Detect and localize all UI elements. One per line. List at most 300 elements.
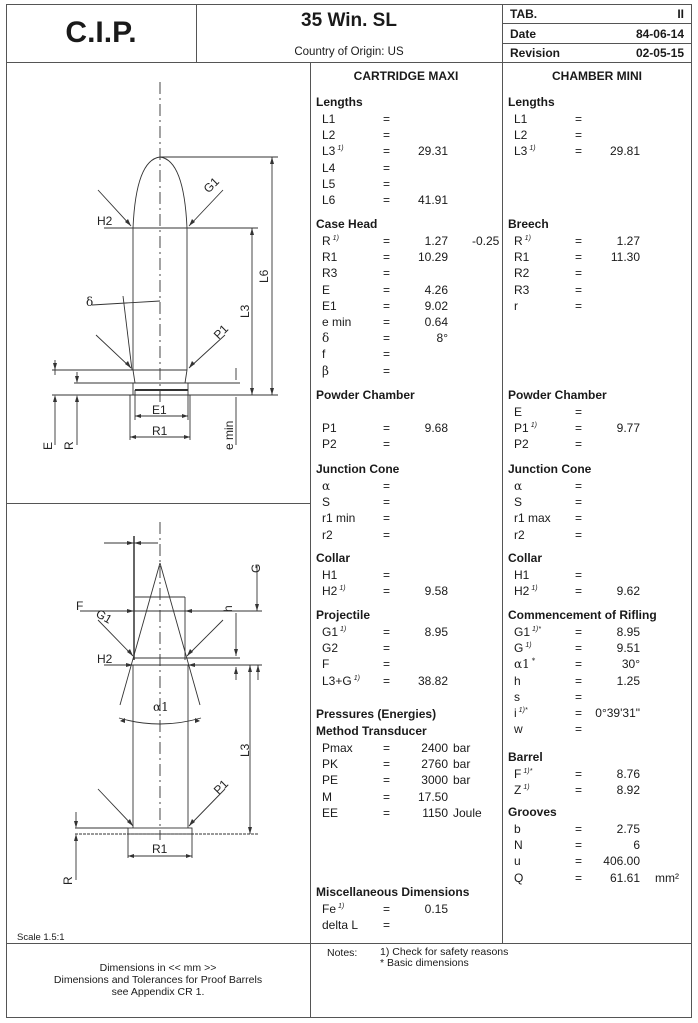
spec-row [514,405,694,421]
spec-row [514,112,694,128]
spec-row [514,421,694,437]
footnote-marker: 1) [337,145,344,153]
spec-value: 1.27 [424,234,448,248]
spec-row [514,299,694,315]
spec-value: 1.27 [616,234,640,248]
equals-sign: = [575,854,583,869]
spec-label [514,706,528,720]
spec-label [322,234,339,248]
spec-label [322,918,358,932]
spec-value: 6 [633,838,640,853]
spec-value: 29.31 [417,144,448,159]
meta-revision-value: 02-05-15 [635,46,684,60]
spec-label-text: R1 [322,250,338,265]
spec-label [514,625,541,639]
spec-label [322,177,335,191]
label-alpha1: α1 [153,700,169,714]
equals-sign: = [383,193,391,207]
footnote-marker: 1) [529,145,536,153]
spec-row [322,266,502,282]
footnote-marker: 1) [523,784,530,792]
spec-row [322,741,502,757]
spec-label [514,405,522,419]
spec-label-text: L2 [322,128,336,143]
spec-value: 29.81 [609,144,640,159]
spec-row [322,479,502,495]
dimensions-note [6,962,310,998]
spec-label [514,266,529,280]
spec-label [514,112,527,126]
footnote-marker: 1) [525,642,532,650]
spec-label [322,479,330,493]
spec-value: 4.26 [424,282,448,297]
cip-logo: C.I.P. [65,16,137,49]
label-r: R [61,876,75,885]
equals-sign: = [383,568,391,582]
section-title: Junction Cone [316,462,400,476]
spec-label [514,234,531,248]
spec-label [514,871,523,885]
equals-sign: = [575,479,583,493]
spec-value: 1150 [422,805,448,820]
equals-sign: = [383,331,391,346]
spec-value: 0.15 [424,902,448,916]
equals-sign: = [383,266,391,281]
equals-sign: = [575,234,583,248]
spec-value: 38.82 [417,673,448,688]
spec-label-text: Q [514,870,524,885]
equals-sign: = [383,347,391,362]
label-g1: G1 [200,174,222,196]
spec-row [322,625,502,641]
spec-label-text: R [322,234,331,248]
spec-row [322,234,502,250]
spec-label [514,299,518,313]
spec-row [514,706,694,722]
spec-row [322,674,502,690]
spec-label [322,364,329,378]
spec-row [514,871,694,887]
spec-label-text: G [514,641,524,656]
dimensions-line-3: see Appendix CR 1. [111,986,205,998]
spec-label-text: H1 [322,568,338,582]
label-r: R [62,441,76,450]
equals-sign: = [383,511,391,526]
spec-label [322,790,332,804]
section-title: Lengths [508,95,555,109]
spec-value: 10.29 [417,250,448,265]
spec-label [514,283,529,297]
spec-label [514,528,525,542]
spec-row [514,838,694,854]
spec-value: 8.95 [616,625,640,639]
spec-label-text: f [322,347,326,362]
spec-label-text: H1 [514,568,530,582]
equals-sign: = [575,706,583,720]
spec-label [322,902,344,916]
equals-sign: = [575,250,583,265]
spec-label [322,299,337,313]
spec-row [322,112,502,128]
spec-label [322,495,330,509]
label-r1: R1 [152,842,168,856]
section-title: Pressures (Energies) [316,707,437,721]
footnote-marker: 1) [340,626,347,633]
spec-label-text: delta L [322,918,359,933]
equals-sign: = [575,112,583,126]
section-title: Powder Chamber [508,388,607,402]
equals-sign: = [575,298,583,313]
spec-label-text: b [514,822,521,836]
label-f: F [76,599,84,613]
spec-row [514,767,694,783]
spec-row [514,690,694,706]
equals-sign: = [383,657,391,672]
meta-tab-value: II [677,7,684,21]
spec-label [322,161,335,175]
section-title: Lengths [316,95,363,109]
spec-value: 8.95 [424,625,448,639]
spec-label [514,674,521,688]
spec-row [514,479,694,495]
equals-sign: = [383,641,391,656]
spec-unit: Joule [453,805,482,820]
spec-row [322,657,502,673]
equals-sign: = [575,405,583,419]
equals-sign: = [383,479,391,493]
label-delta: δ [86,295,94,309]
spec-label-text: Pmax [322,741,353,755]
spec-row [514,584,694,600]
spec-label-text: EE [322,805,339,820]
document-title: 35 Win. SL [301,10,397,31]
spec-row [322,773,502,789]
spec-label [322,144,344,158]
label-e-min: e min [222,420,236,450]
spec-label [514,822,521,836]
label-g1: G1 [93,606,115,627]
spec-label-text: P2 [514,437,529,452]
spec-value: 8.76 [616,767,640,781]
equals-sign: = [575,657,583,672]
spec-label-text: P1 [514,421,529,436]
spec-row [322,641,502,657]
equals-sign: = [575,568,583,582]
dimensions-line-2: Dimensions and Tolerances for Proof Barrels [53,974,263,986]
scale-note: Scale 1.5:1 [17,932,65,943]
spec-row [322,364,502,380]
spec-label-text: β [322,363,329,378]
spec-row [322,902,502,918]
spec-label-text: r [514,298,518,313]
spec-label-text: F [322,657,330,672]
footnote-marker: 1) [353,674,360,682]
spec-label [322,641,338,655]
spec-label [514,437,529,451]
spec-label-text: G1 [514,625,531,639]
equals-sign: = [383,421,391,436]
spec-label [322,674,360,688]
spec-label [514,128,527,142]
spec-label [514,657,535,671]
spec-value: 61.61 [609,870,640,885]
spec-label-text: L4 [322,160,336,175]
footnote-marker: 1) [531,585,538,593]
country-of-origin: Country of Origin: US [294,46,404,58]
equals-sign: = [383,902,391,916]
equals-sign: = [383,527,391,542]
spec-label [322,757,338,771]
spec-label-text: L3 [514,144,528,159]
spec-row [322,161,502,177]
spec-row [322,495,502,511]
spec-label [322,347,325,361]
label-l6: L6 [257,269,271,283]
cartridge-column-header: CARTRIDGE MAXI [353,69,459,83]
footnote-marker: 1) [524,235,531,242]
spec-row [514,722,694,738]
spec-row [514,495,694,511]
chamber-drawing [6,504,310,943]
equals-sign: = [383,298,391,313]
equals-sign: = [383,160,391,175]
spec-label-text: α [322,479,331,493]
spec-row [322,511,502,527]
spec-row [514,674,694,690]
label-h: h [221,605,235,612]
spec-label-text: Z [514,783,522,798]
spec-row [514,437,694,453]
spec-row [322,528,502,544]
spec-label [514,479,522,493]
label-g: G [249,563,263,573]
spec-label [514,783,530,797]
spec-label-text: E1 [322,298,337,313]
spec-label-text: G2 [322,641,339,656]
spec-row [514,625,694,641]
spec-row [514,854,694,870]
spec-label-text: r2 [322,527,333,542]
spec-value: 41.91 [417,193,448,207]
spec-label-text: w [514,722,523,737]
chamber-column-divider [502,4,503,943]
spec-label-text: S [514,495,523,510]
spec-value: 8° [436,331,448,346]
equals-sign: = [383,757,391,772]
section-title: Breech [508,217,549,231]
equals-sign: = [575,437,583,452]
spec-label-text: L6 [322,193,336,207]
spec-row [514,511,694,527]
equals-sign: = [575,527,583,542]
note-1: 1) Check for safety reasons [380,946,509,958]
spec-label-text: R1 [514,250,530,265]
spec-row [322,437,502,453]
meta-revision-label: Revision [510,46,561,60]
spec-value: 2760 [421,757,448,772]
spec-label [322,421,337,435]
spec-label-text: L3 [322,144,336,159]
spec-row [322,568,502,584]
spec-label [322,315,351,329]
spec-label [514,854,521,868]
dimensions-line-1: Dimensions in << mm >> [99,962,217,974]
equals-sign: = [575,783,583,798]
spec-label [322,112,335,126]
spec-label-text: H2 [514,584,530,599]
spec-label [322,283,330,297]
spec-label [322,266,337,280]
spec-label-text: P1 [322,421,337,436]
meta-date [502,24,692,43]
equals-sign: = [383,673,391,688]
equals-sign: = [383,234,391,248]
spec-label [322,625,346,639]
section-title: Collar [508,551,543,565]
spec-label [514,767,532,781]
spec-label [514,250,529,264]
spec-tolerance: -0.25 [472,234,500,248]
spec-label-text: Fe [322,902,337,916]
label-h2: H2 [97,652,113,666]
spec-unit: bar [453,741,471,755]
spec-label-text: δ [322,331,330,346]
equals-sign: = [575,128,583,143]
spec-label-text: L3+G [322,673,352,688]
equals-sign: = [383,176,391,191]
spec-value: 9.51 [616,641,640,656]
spec-row [514,128,694,144]
spec-label-text: PK [322,757,339,772]
spec-label-text: N [514,838,523,853]
equals-sign: = [383,112,391,126]
spec-label [322,657,329,671]
spec-label-text: R3 [322,266,338,281]
equals-sign: = [575,282,583,297]
section-title: Projectile [316,608,371,622]
equals-sign: = [383,495,391,510]
spec-label [514,568,529,582]
spec-label [322,511,355,525]
equals-sign: = [575,144,583,159]
spec-label [514,838,523,852]
equals-sign: = [383,282,391,297]
meta-tab [502,4,692,23]
spec-label-text: r1 min [322,511,356,526]
equals-sign: = [383,363,391,378]
spec-row [514,657,694,673]
equals-sign: = [575,722,583,737]
footnote-marker: 1)* [532,626,541,633]
spec-label [514,511,551,525]
equals-sign: = [575,870,583,885]
footnote-marker: 1) [339,585,346,593]
spec-label [322,437,337,451]
equals-sign: = [383,437,391,452]
spec-value: 8.92 [616,783,640,798]
spec-label [514,495,522,509]
spec-row [322,128,502,144]
footnote-marker: 1)* [518,707,528,714]
spec-label-text: h [514,673,521,688]
label-e: E [41,441,55,450]
spec-unit: bar [453,757,471,772]
note-2: * Basic dimensions [380,957,469,969]
spec-label-text: u [514,854,521,869]
spec-label-text: i [514,706,517,720]
spec-row [514,250,694,266]
equals-sign: = [575,838,583,853]
label-p1: P1 [210,776,232,798]
spec-unit: bar [453,773,471,788]
spec-row [322,193,502,209]
spec-label-text: r2 [514,527,525,542]
spec-label [322,250,337,264]
spec-label-text: R [514,234,523,248]
spec-value: 2400 [421,741,448,755]
section-subtitle: Method Transducer [316,724,427,738]
section-title: Commencement of Rifling [508,608,657,622]
spec-value: 30° [621,657,640,672]
spec-value: 406.00 [603,854,640,869]
spec-label-text: α1 [514,657,530,672]
equals-sign: = [575,689,583,704]
spec-label [514,421,537,435]
spec-label-text: e min [322,315,352,329]
equals-sign: = [383,773,391,788]
spec-row [322,421,502,437]
spec-label [322,806,338,820]
spec-row [514,266,694,282]
spec-value: 9.68 [424,421,448,436]
equals-sign: = [575,767,583,781]
spec-label [514,584,538,598]
spec-row [322,283,502,299]
equals-sign: = [575,822,583,836]
spec-label [514,144,536,158]
label-l3: L3 [238,304,252,318]
meta-date-label: Date [510,27,537,41]
spec-row [514,641,694,657]
spec-row [322,790,502,806]
equals-sign: = [575,511,583,526]
spec-label-text: R3 [514,282,530,297]
spec-label-text: M [322,789,332,804]
footnote-marker: * [531,657,536,666]
spec-row [322,250,502,266]
spec-row [514,144,694,160]
footnote-marker: 1) [338,903,345,910]
spec-row [514,528,694,544]
cartridge-drawing [6,63,310,503]
spec-label-text: G1 [322,625,339,639]
equals-sign: = [383,741,391,755]
section-title: Junction Cone [508,462,592,476]
equals-sign: = [575,421,583,436]
spec-row [322,315,502,331]
meta-date-value: 84-06-14 [635,27,684,41]
spec-row [322,584,502,600]
label-p1: P1 [210,321,232,343]
spec-row [514,822,694,838]
spec-label-text: L1 [514,112,528,126]
spec-row [322,144,502,160]
equals-sign: = [575,495,583,510]
equals-sign: = [383,144,391,159]
spec-label-text: E [322,282,331,297]
section-title: Barrel [508,750,543,764]
spec-value: 9.62 [616,584,640,599]
